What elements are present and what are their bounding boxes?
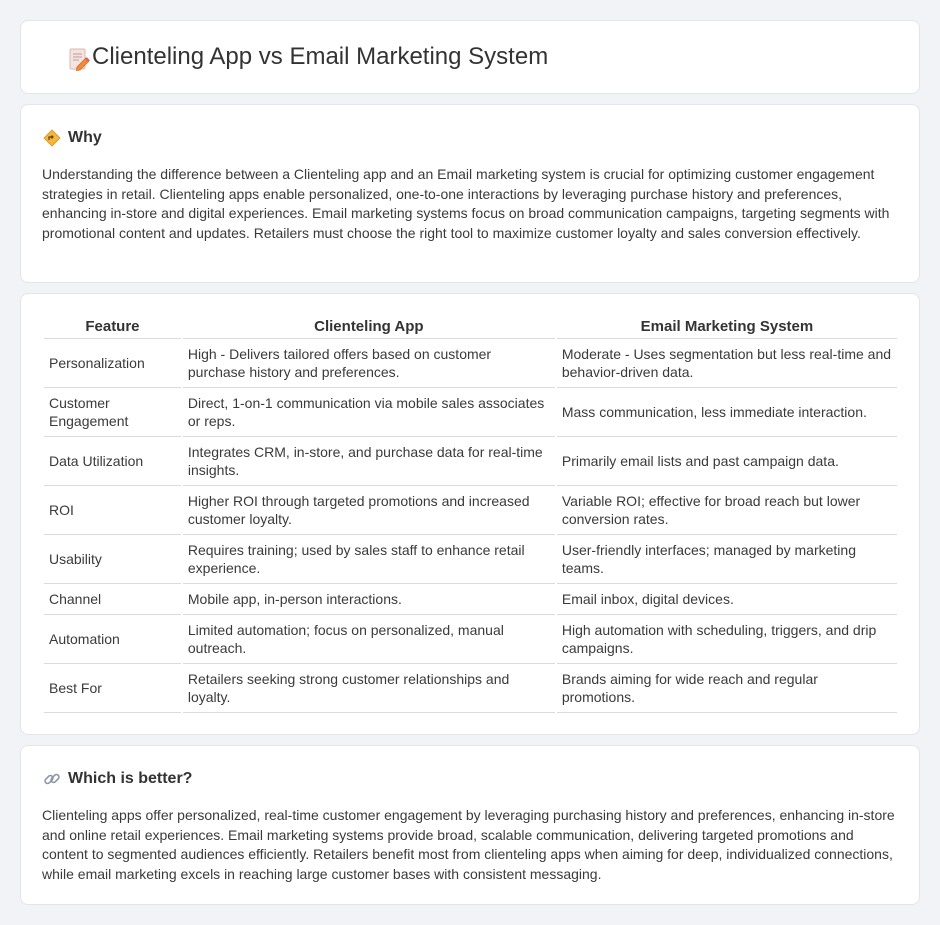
why-section: [20, 104, 920, 283]
table-row: [44, 388, 897, 437]
feature-cell: Personalization: [44, 339, 181, 388]
table-row: [44, 486, 897, 535]
email-cell: Primarily email lists and past campaign data.: [557, 437, 897, 486]
comparison-card: [20, 293, 920, 735]
email-cell: High automation with scheduling, triggers, and drip campaigns.: [557, 615, 897, 664]
table-header-row: [44, 314, 897, 339]
title-card: [20, 20, 920, 94]
feature-cell: Customer Engagement: [44, 388, 181, 437]
feature-cell: Data Utilization: [44, 437, 181, 486]
table-row: [44, 584, 897, 615]
clienteling-cell: Requires training; used by sales staff to enhance retail experience.: [183, 535, 555, 584]
feature-cell: Channel: [44, 584, 181, 615]
email-cell: Mass communication, less immediate interaction.: [557, 388, 897, 437]
email-cell: Brands aiming for wide reach and regular promotions.: [557, 664, 897, 713]
table-row: [44, 615, 897, 664]
clienteling-cell: Retailers seeking strong customer relationships and loyalty.: [183, 664, 555, 713]
clienteling-cell: Higher ROI through targeted promotions and increased customer loyalty.: [183, 486, 555, 535]
clienteling-cell: Mobile app, in-person interactions.: [183, 584, 555, 615]
table-row: [44, 437, 897, 486]
better-text: Clienteling apps offer personalized, real-time customer engagement by leveraging purchasing history and preferences, enhancing in-store and online retail experiences. Email marketing systems provide broad, scalable communication, delivering targeted promotions and content to segmented audiences efficiently. Retailers benefit most from clienteling apps when aiming for deep, individualized connections, while email marketing excels in reaching large customer bases with consistent messaging.: [42, 807, 895, 882]
column-header: Feature: [44, 314, 181, 339]
clienteling-cell: Limited automation; focus on personalized, manual outreach.: [183, 615, 555, 664]
comparison-table: [42, 314, 899, 713]
email-cell: Variable ROI; effective for broad reach but lower conversion rates.: [557, 486, 897, 535]
clienteling-cell: Integrates CRM, in-store, and purchase data for real-time insights.: [183, 437, 555, 486]
why-heading: Why: [68, 129, 102, 146]
diamond-sign-icon: [43, 129, 61, 147]
email-cell: Moderate - Uses segmentation but less real-time and behavior-driven data.: [557, 339, 897, 388]
table-row: [44, 664, 897, 713]
page-title: Clienteling App vs Email Marketing System: [92, 43, 549, 70]
why-text: Understanding the difference between a Clienteling app and an Email marketing system is crucial for optimizing customer engagement strategies in retail. Clienteling apps enable personalized, one-to-one interactions by leveraging purchase history and preferences, enhancing in-store and digital experiences. Email marketing systems focus on broad communication campaigns, targeting segments with promotional content and updates. Retailers must choose the right tool to maximize customer loyalty and sales conversion effectively.: [42, 166, 890, 241]
clienteling-cell: Direct, 1-on-1 communication via mobile sales associates or reps.: [183, 388, 555, 437]
feature-cell: Usability: [44, 535, 181, 584]
why-heading-row: [43, 127, 102, 149]
link-icon: [43, 770, 61, 788]
email-cell: User-friendly interfaces; managed by marketing teams.: [557, 535, 897, 584]
table-row: [44, 535, 897, 584]
better-heading-row: [43, 768, 192, 790]
column-header: Email Marketing System: [557, 314, 897, 339]
better-heading: Which is better?: [68, 770, 193, 787]
email-cell: Email inbox, digital devices.: [557, 584, 897, 615]
document-pencil-icon: [67, 47, 91, 73]
which-better-section: [20, 745, 920, 905]
clienteling-cell: High - Delivers tailored offers based on customer purchase history and preferences.: [183, 339, 555, 388]
column-header: Clienteling App: [183, 314, 555, 339]
feature-cell: Automation: [44, 615, 181, 664]
table-row: [44, 339, 897, 388]
feature-cell: ROI: [44, 486, 181, 535]
feature-cell: Best For: [44, 664, 181, 713]
